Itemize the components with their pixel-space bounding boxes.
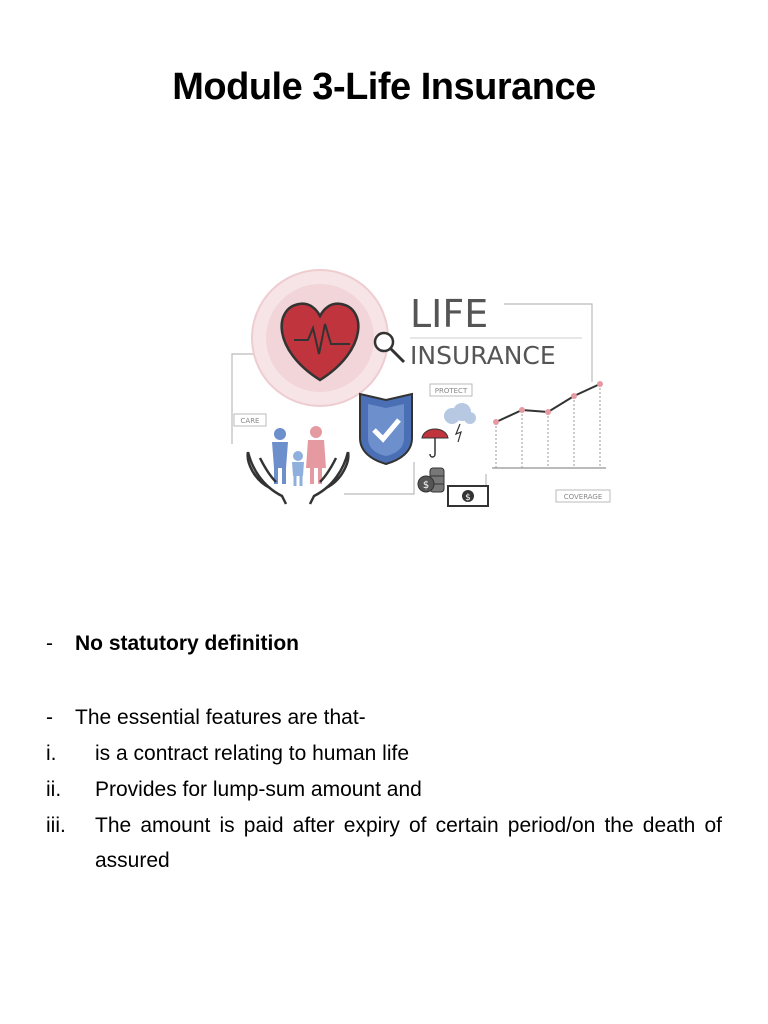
list-number: iii.: [46, 814, 66, 837]
cloud-icon: [444, 403, 476, 442]
heart-icon: [252, 270, 388, 406]
life-word: LIFE: [410, 292, 489, 336]
life-insurance-illustration: [224, 262, 616, 514]
list-item: [46, 808, 722, 878]
illustration-svg: [224, 262, 616, 514]
list-item-text: The amount is paid after expiry of certain period/on the death of assured: [95, 814, 722, 872]
bullet-marker: -: [46, 632, 53, 655]
list-item-text: is a contract relating to human life: [95, 742, 409, 765]
bullet-essential-features: The essential features are that-: [75, 706, 366, 729]
umbrella-icon: [422, 429, 448, 457]
list-number: i.: [46, 742, 57, 765]
list-item: [46, 736, 722, 772]
protect-tag-label: PROTECT: [434, 387, 468, 395]
page-title: Module 3-Life Insurance: [172, 66, 596, 108]
content-body: [46, 626, 722, 878]
line-chart-icon: [492, 381, 606, 468]
coin-dollar: $: [422, 480, 430, 491]
insurance-word: INSURANCE: [410, 341, 556, 370]
bullet-no-statutory-definition: No statutory definition: [75, 632, 299, 655]
care-tag-label: CARE: [240, 417, 260, 425]
list-number: ii.: [46, 778, 62, 801]
shield-check-icon: [360, 394, 412, 464]
list-item-text: Provides for lump-sum amount and: [95, 778, 422, 801]
list-item: [46, 772, 722, 808]
bullet-item: [46, 626, 722, 662]
bullet-item: [46, 700, 722, 736]
banknote-dollar: $: [465, 493, 471, 503]
banknote-icon: [448, 486, 488, 506]
coins-icon: [418, 468, 444, 492]
family-icon: [272, 426, 326, 486]
coverage-tag-label: COVERAGE: [563, 493, 603, 501]
bullet-marker: -: [46, 706, 53, 729]
